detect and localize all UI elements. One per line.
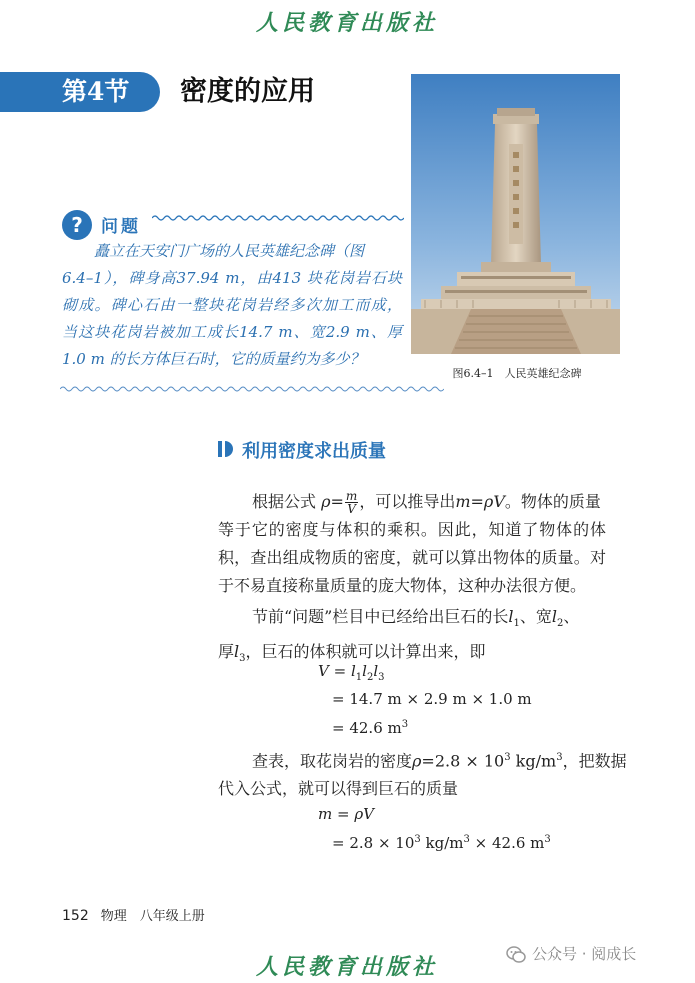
- rho-symbol: ρ: [412, 751, 422, 771]
- publisher-logo-header: 人民教育出版社: [256, 10, 439, 36]
- paragraph-density-lookup: [218, 744, 627, 803]
- subscript: 2: [366, 672, 374, 683]
- figure-caption: 图6.4–1 人民英雄纪念碑: [452, 367, 582, 380]
- publisher-logo-footer: 人民教育出版社: [256, 954, 439, 980]
- paragraph-line: 等于它的密度与体积的乘积。因此，知道了物体的体: [218, 520, 606, 539]
- paragraph-dimensions: [218, 603, 606, 673]
- page-number: 152: [62, 908, 89, 924]
- text-segment: 根据公式: [252, 492, 317, 511]
- text-segment: kg/m: [420, 834, 464, 852]
- paragraph-line: 积，查出组成物质的密度，就可以算出物体的质量。对: [218, 548, 606, 567]
- text-segment: 。物体的质量: [504, 492, 601, 511]
- volume-formula: [318, 662, 385, 683]
- paragraph-line: [218, 744, 627, 775]
- subscript: 1: [513, 618, 520, 630]
- question-line: 1.0 m 的长方体巨石时，它的质量约为多少？: [62, 350, 365, 368]
- subscript: 3: [378, 672, 385, 683]
- question-circle-icon: ?: [62, 210, 92, 240]
- subscript: 3: [239, 653, 246, 665]
- text-segment: kg/m: [510, 751, 557, 771]
- var-l: l: [350, 662, 356, 680]
- question-text: [62, 238, 402, 373]
- density-fraction: [345, 490, 358, 515]
- var-l: l: [234, 642, 240, 662]
- volume-step-1: = 14.7 m × 2.9 m × 1.0 m: [332, 690, 532, 708]
- volume-step-2: [332, 719, 408, 737]
- var-l: l: [373, 662, 379, 680]
- superscript: 3: [556, 752, 563, 763]
- paragraph-line: 于不易直接称量质量的庞大物体，这种办法很方便。: [218, 576, 587, 595]
- var-l: l: [508, 607, 514, 626]
- superscript: 3: [544, 834, 551, 845]
- text-segment: × 42.6 m: [469, 834, 545, 852]
- text-segment: 查表，取花岗岩的密度: [252, 751, 413, 771]
- text-segment: 节前“问题”栏目中已经给出巨石的长: [252, 607, 509, 626]
- var-l: l: [551, 607, 558, 626]
- section-number: 第4节: [62, 77, 130, 106]
- question-bottom-wave: [60, 384, 444, 394]
- question-line: 矗立在天安门广场的人民英雄纪念碑（图: [94, 242, 365, 260]
- section-title: 密度的应用: [180, 76, 315, 107]
- text-segment: = 42.6 m: [332, 719, 402, 737]
- question-line: 6.4–1），碑身高37.94 m，由413 块花岗岩石块: [62, 269, 402, 287]
- paragraph-line: [218, 603, 606, 638]
- fraction-denominator: V: [347, 502, 356, 516]
- var-l: l: [362, 662, 367, 680]
- superscript: 3: [463, 834, 470, 845]
- page-footer: [62, 905, 205, 924]
- question-line: 砌成。碑心石由一整块花岗岩经多次加工而成，: [62, 296, 402, 314]
- subsection-title: 利用密度求出质量: [242, 441, 386, 462]
- superscript: 3: [401, 719, 409, 730]
- equals-sign: =: [330, 492, 344, 511]
- text-segment: = 2.8 × 10: [332, 834, 415, 852]
- fraction-numerator: m: [345, 489, 358, 503]
- text-segment: =2.8 × 10: [421, 751, 505, 771]
- mass-step-1: [332, 834, 551, 852]
- wechat-icon: [506, 945, 526, 965]
- text-segment: 、宽: [519, 607, 552, 626]
- paragraph-line: [218, 488, 606, 516]
- book-title: 物理 八年级上册: [100, 909, 205, 924]
- text-segment: 厚: [218, 642, 235, 662]
- paragraph-line: 代入公式，就可以得到巨石的质量: [218, 779, 459, 799]
- superscript: 3: [504, 752, 511, 763]
- monument-photo: [411, 74, 620, 354]
- text-segment: 、: [563, 607, 580, 626]
- derived-formula: m=ρV: [455, 492, 505, 511]
- mass-formula: [318, 805, 374, 823]
- half-circle-marker-icon: [218, 440, 236, 458]
- superscript: 3: [414, 834, 421, 845]
- rho-symbol: ρ: [321, 492, 331, 511]
- formula-lhs: m = ρV: [318, 805, 374, 823]
- watermark: [506, 943, 636, 965]
- question-divider-wave: [152, 213, 404, 223]
- question-line: 当这块花岗岩被加工成长14.7 m、宽2.9 m、厚: [62, 323, 402, 341]
- paragraph-formula-intro: [218, 488, 606, 600]
- text-segment: ，巨石的体积就可以计算出来，即: [245, 642, 486, 662]
- text-segment: ，把数据: [562, 751, 627, 771]
- watermark-text: 公众号 · 阅成长: [532, 945, 637, 963]
- paragraph-line: [218, 638, 606, 673]
- text-segment: ，可以推导出: [359, 492, 456, 511]
- subscript: 2: [557, 618, 564, 630]
- question-label: 问题: [101, 217, 141, 237]
- formula-lhs: V =: [318, 662, 351, 680]
- subscript: 1: [355, 672, 363, 683]
